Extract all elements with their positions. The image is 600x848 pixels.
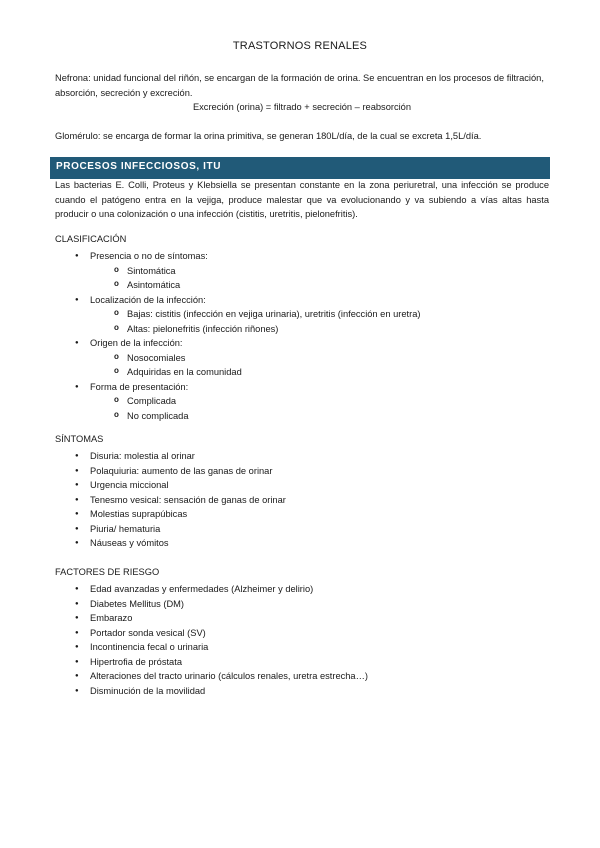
- list-item: ● Disuria: molestia al orinar: [75, 449, 545, 464]
- list-item: ● Urgencia miccional: [75, 478, 545, 493]
- list-item: ● Disminución de la movilidad: [75, 684, 545, 699]
- list-item: ● Hipertrofia de próstata: [75, 655, 545, 670]
- list-item: ● Náuseas y vómitos: [75, 536, 545, 551]
- list-item: ● Incontinencia fecal o urinaria: [75, 640, 545, 655]
- factores-heading: FACTORES DE RIESGO: [55, 567, 160, 577]
- sub-list-item: o Sintomática: [90, 264, 545, 279]
- sintomas-heading: SÍNTOMAS: [55, 434, 104, 444]
- list-item: ● Edad avanzadas y enfermedades (Alzheimer y delirio): [75, 582, 545, 597]
- sub-list-item: o Nosocomiales: [90, 351, 545, 366]
- list-item: ● Embarazo: [75, 611, 545, 626]
- list-item-label: Presencia o no de síntomas:: [90, 251, 208, 261]
- list-item: ● Molestias suprapúbicas: [75, 507, 545, 522]
- clasificacion-list: [75, 249, 545, 423]
- list-item: ● Tenesmo vesical: sensación de ganas de orinar: [75, 493, 545, 508]
- list-item-label: Localización de la infección:: [90, 294, 206, 305]
- sub-list-item: o Altas: pielonefritis (infección riñones): [90, 322, 545, 337]
- section-banner: PROCESOS INFECCIOSOS, ITU: [50, 157, 550, 177]
- list-item-label: Forma de presentación:: [90, 381, 189, 392]
- list-item: ● Polaquiuria: aumento de las ganas de orinar: [75, 464, 545, 479]
- page-title: TRASTORNOS RENALES: [232, 40, 368, 52]
- list-item: [75, 249, 545, 293]
- sub-list-item: o No complicada: [90, 409, 545, 424]
- nefrona-paragraph: Nefrona: unidad funcional del riñón, se encargan de la formación de orina. Se encuentran en los procesos de filtración, absorción, secreción y excreción.: [55, 73, 544, 98]
- list-item: [75, 336, 545, 380]
- excrecion-formula: Excreción (orina) = filtrado + secreción – reabsorción: [192, 102, 412, 112]
- factores-list: [75, 582, 545, 698]
- sub-list-item: o Adquiridas en la comunidad: [90, 365, 545, 380]
- list-item-label: Origen de la infección:: [90, 338, 183, 348]
- list-item: ● Piuria/ hematuria: [75, 522, 545, 537]
- list-item: ● Portador sonda vesical (SV): [75, 626, 545, 641]
- sub-list-item: o Asintomática: [90, 278, 545, 293]
- sub-list-item: o Bajas: cistitis (infección en vejiga urinaria), uretritis (infección en uretra): [90, 307, 545, 322]
- sub-list-item: o Complicada: [90, 394, 545, 409]
- clasificacion-heading: CLASIFICACIÓN: [55, 234, 127, 244]
- section-intro: Las bacterias E. Colli, Proteus y Klebsiella se presentan constante en la zona periuretral, una infección se produce cuando el patógeno entra en la vejiga, produce malestar que va evolucionando y va subiendo a vías altas hasta producir o una colonización o una infección (cistitis, uretritis, pielonefritis).: [55, 180, 549, 220]
- glomerulo-paragraph: Glomérulo: se encarga de formar la orina primitiva, se generan 180L/día, de la cual se excreta 1,5L/día.: [55, 131, 482, 141]
- sintomas-list: [75, 449, 545, 551]
- list-item: [75, 293, 545, 337]
- list-item: ● Alteraciones del tracto urinario (cálculos renales, uretra estrecha…): [75, 669, 545, 684]
- list-item: ● Diabetes Mellitus (DM): [75, 597, 545, 612]
- list-item: [75, 380, 545, 424]
